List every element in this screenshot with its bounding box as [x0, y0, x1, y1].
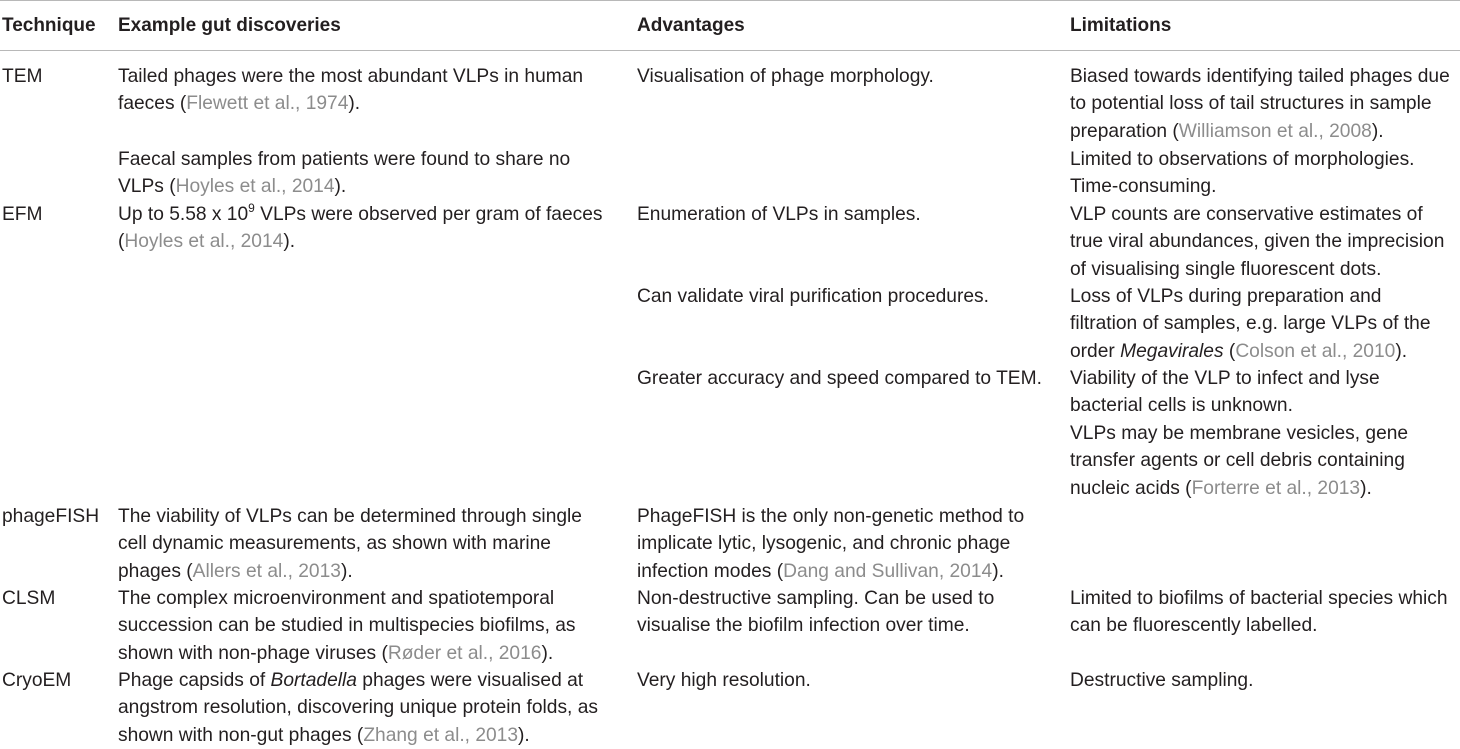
citation: Flewett et al., 1974 [186, 93, 349, 115]
technique-cryoem: CryoEM [2, 670, 72, 691]
citation: Dang and Sullivan, 2014 [783, 560, 993, 582]
citation: Williamson et al., 2008 [1178, 120, 1372, 142]
citation: Forterre et al., 2013 [1191, 477, 1361, 499]
citation: Zhang et al., 2013 [363, 724, 519, 746]
tem-limitation-2: Limited to observations of morphologies. Time-consuming. [1070, 149, 1415, 198]
efm-advantage-3: Greater accuracy and speed compared to TEM. [637, 368, 1042, 389]
efm-advantage-2: Can validate viral purification procedures. [637, 286, 989, 307]
citation: Hoyles et al., 2014 [175, 176, 335, 198]
header-technique: Technique [2, 15, 96, 36]
header-rule [0, 50, 1460, 51]
technique-tem: TEM [2, 66, 43, 87]
technique-clsm: CLSM [2, 588, 56, 609]
tem-discovery-1: Tailed phages were the most abundant VLPs in human faeces (Flewett et al., 1974). [118, 66, 584, 115]
citation: Hoyles et al., 2014 [124, 231, 284, 253]
clsm-discovery-1: The complex microenvironment and spatiotemporal succession can be studied in multispecies biofilms, as shown with non-phage viruses (Røder et al., 2016). [118, 588, 576, 664]
phagefish-advantage-1: PhageFISH is the only non-genetic method to implicate lytic, lysogenic, and chronic phage infection modes (Dang and Sullivan, 2014). [637, 506, 1025, 582]
efm-limitation-1: VLP counts are conservative estimates of true viral abundances, given the imprecision of visualising single fluorescent dots. [1070, 204, 1445, 280]
citation: Allers et al., 2013 [192, 560, 341, 582]
tem-limitation-1: Biased towards identifying tailed phages due to potential loss of tail structures in sample preparation (Williamson et al., 2008). [1070, 66, 1450, 142]
efm-limitation-2: Loss of VLPs during preparation and filtration of samples, e.g. large VLPs of the order Megavirales (Colson et al., 2010). [1070, 286, 1431, 362]
cryoem-discovery-1: Phage capsids of Bortadella phages were visualised at angstrom resolution, discovering unique protein folds, as shown with non-gut phages (Zhang et al., 2013). [118, 670, 598, 746]
citation: Colson et al., 2010 [1235, 340, 1396, 362]
tem-advantage-1: Visualisation of phage morphology. [637, 66, 934, 87]
efm-advantage-1: Enumeration of VLPs in samples. [637, 204, 921, 225]
efm-limitation-3: Viability of the VLP to infect and lyse bacterial cells is unknown. [1070, 368, 1380, 417]
phagefish-discovery-1: The viability of VLPs can be determined through single cell dynamic measurements, as shown with marine phages (Allers et al., 2013). [118, 506, 582, 582]
citation: Røder et al., 2016 [387, 642, 542, 664]
efm-limitation-4: VLPs may be membrane vesicles, gene transfer agents or cell debris containing nucleic acids (Forterre et al., 2013). [1070, 423, 1409, 499]
clsm-limitation-1: Limited to biofilms of bacterial species which can be fluorescently labelled. [1070, 588, 1448, 637]
technique-phagefish: phageFISH [2, 506, 100, 527]
header-limitations: Limitations [1070, 15, 1172, 36]
tem-discovery-2: Faecal samples from patients were found to share no VLPs (Hoyles et al., 2014). [118, 149, 571, 198]
efm-discovery-1: Up to 5.58 x $10^9$ VLPs were observed per gram of faeces (Hoyles et al., 2014). [118, 200, 603, 253]
cryoem-advantage-1: Very high resolution. [637, 670, 811, 691]
clsm-advantage-1: Non-destructive sampling. Can be used to visualise the biofilm infection over time. [637, 588, 995, 637]
header-advantages: Advantages [637, 15, 745, 36]
technique-efm: EFM [2, 204, 43, 225]
cryoem-limitation-1: Destructive sampling. [1070, 670, 1254, 691]
header-discoveries: Example gut discoveries [118, 15, 341, 36]
table-top-rule [0, 0, 1460, 1]
